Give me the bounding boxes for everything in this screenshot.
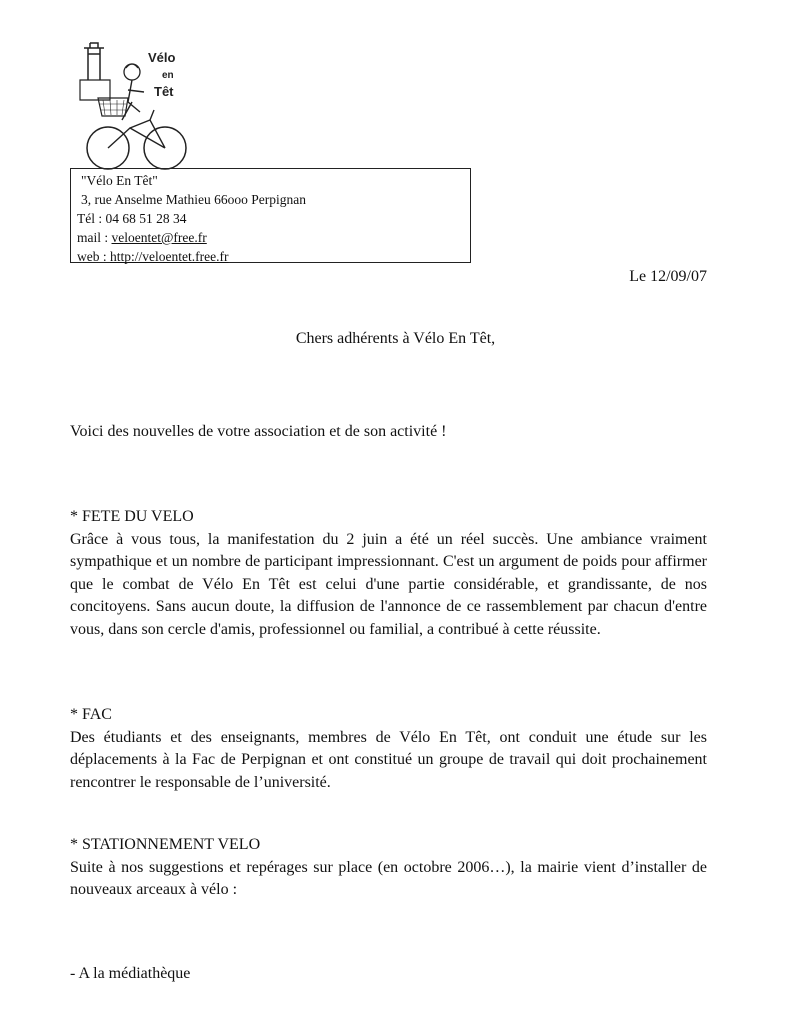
section-heading: * FAC — [70, 706, 112, 723]
logo-text-tet: Têt — [154, 84, 174, 99]
greeting: Chers adhérents à Vélo En Têt, — [295, 330, 496, 347]
contact-box — [70, 168, 471, 263]
section-heading: * STATIONNEMENT VELO — [70, 836, 261, 853]
contact-web-line — [77, 247, 470, 266]
section-body: Des étudiants et des enseignants, membres de Vélo En Têt, ont conduit une étude sur les déplacements à la Fac de Perpignan et ont constitué un groupe de travail qui doit prochainement rencontrer le responsable de l’université. — [70, 728, 707, 791]
section-heading: * FETE DU VELO — [70, 508, 194, 525]
phone-label: Tél : — [77, 211, 106, 226]
web-label: web : — [77, 249, 110, 264]
list-item-mediatheque: - A la médiathèque — [70, 965, 191, 982]
logo-text-en: en — [162, 70, 174, 81]
section-stationnement-velo — [70, 834, 707, 902]
letter-date: Le 12/09/07 — [629, 268, 707, 285]
cyclist-logo-icon — [70, 40, 200, 175]
mail-label: mail : — [77, 230, 112, 245]
intro-text: Voici des nouvelles de votre association et de son activité ! — [70, 423, 447, 440]
section-fete-du-velo — [70, 506, 707, 642]
web-link[interactable]: http://veloentet.free.fr — [110, 249, 229, 264]
contact-address: 3, rue Anselme Mathieu 66ooo Perpignan — [81, 192, 306, 207]
contact-name: "Vélo En Têt" — [81, 173, 158, 188]
section-body: Grâce à vous tous, la manifestation du 2 juin a été un réel succès. Une ambiance vraiment sympathique et un nombre de participant impressionnant. C'est un argument de poids pour affirmer que le combat de Vélo En Têt est celui d'une partie considérable, et grandissante, de nos concitoyens. Sans aucun doute, la diffusion de l'annonce de ce rassemblement par chacun d'entre vous, dans son cercle d'amis, professionnel ou familial, a contribué à cette réussite. — [70, 530, 707, 638]
logo-text-velo: Vélo — [148, 50, 176, 65]
contact-mail-line — [77, 228, 470, 247]
phone-number: 04 68 51 28 34 — [105, 211, 187, 226]
mail-link[interactable]: veloentet@free.fr — [111, 230, 207, 245]
velo-en-tet-logo — [70, 40, 200, 175]
contact-phone-line — [77, 209, 470, 228]
section-fac — [70, 704, 707, 794]
section-body: Suite à nos suggestions et repérages sur place (en octobre 2006…), la mairie vient d’installer de nouveaux arceaux à vélo : — [70, 858, 707, 899]
